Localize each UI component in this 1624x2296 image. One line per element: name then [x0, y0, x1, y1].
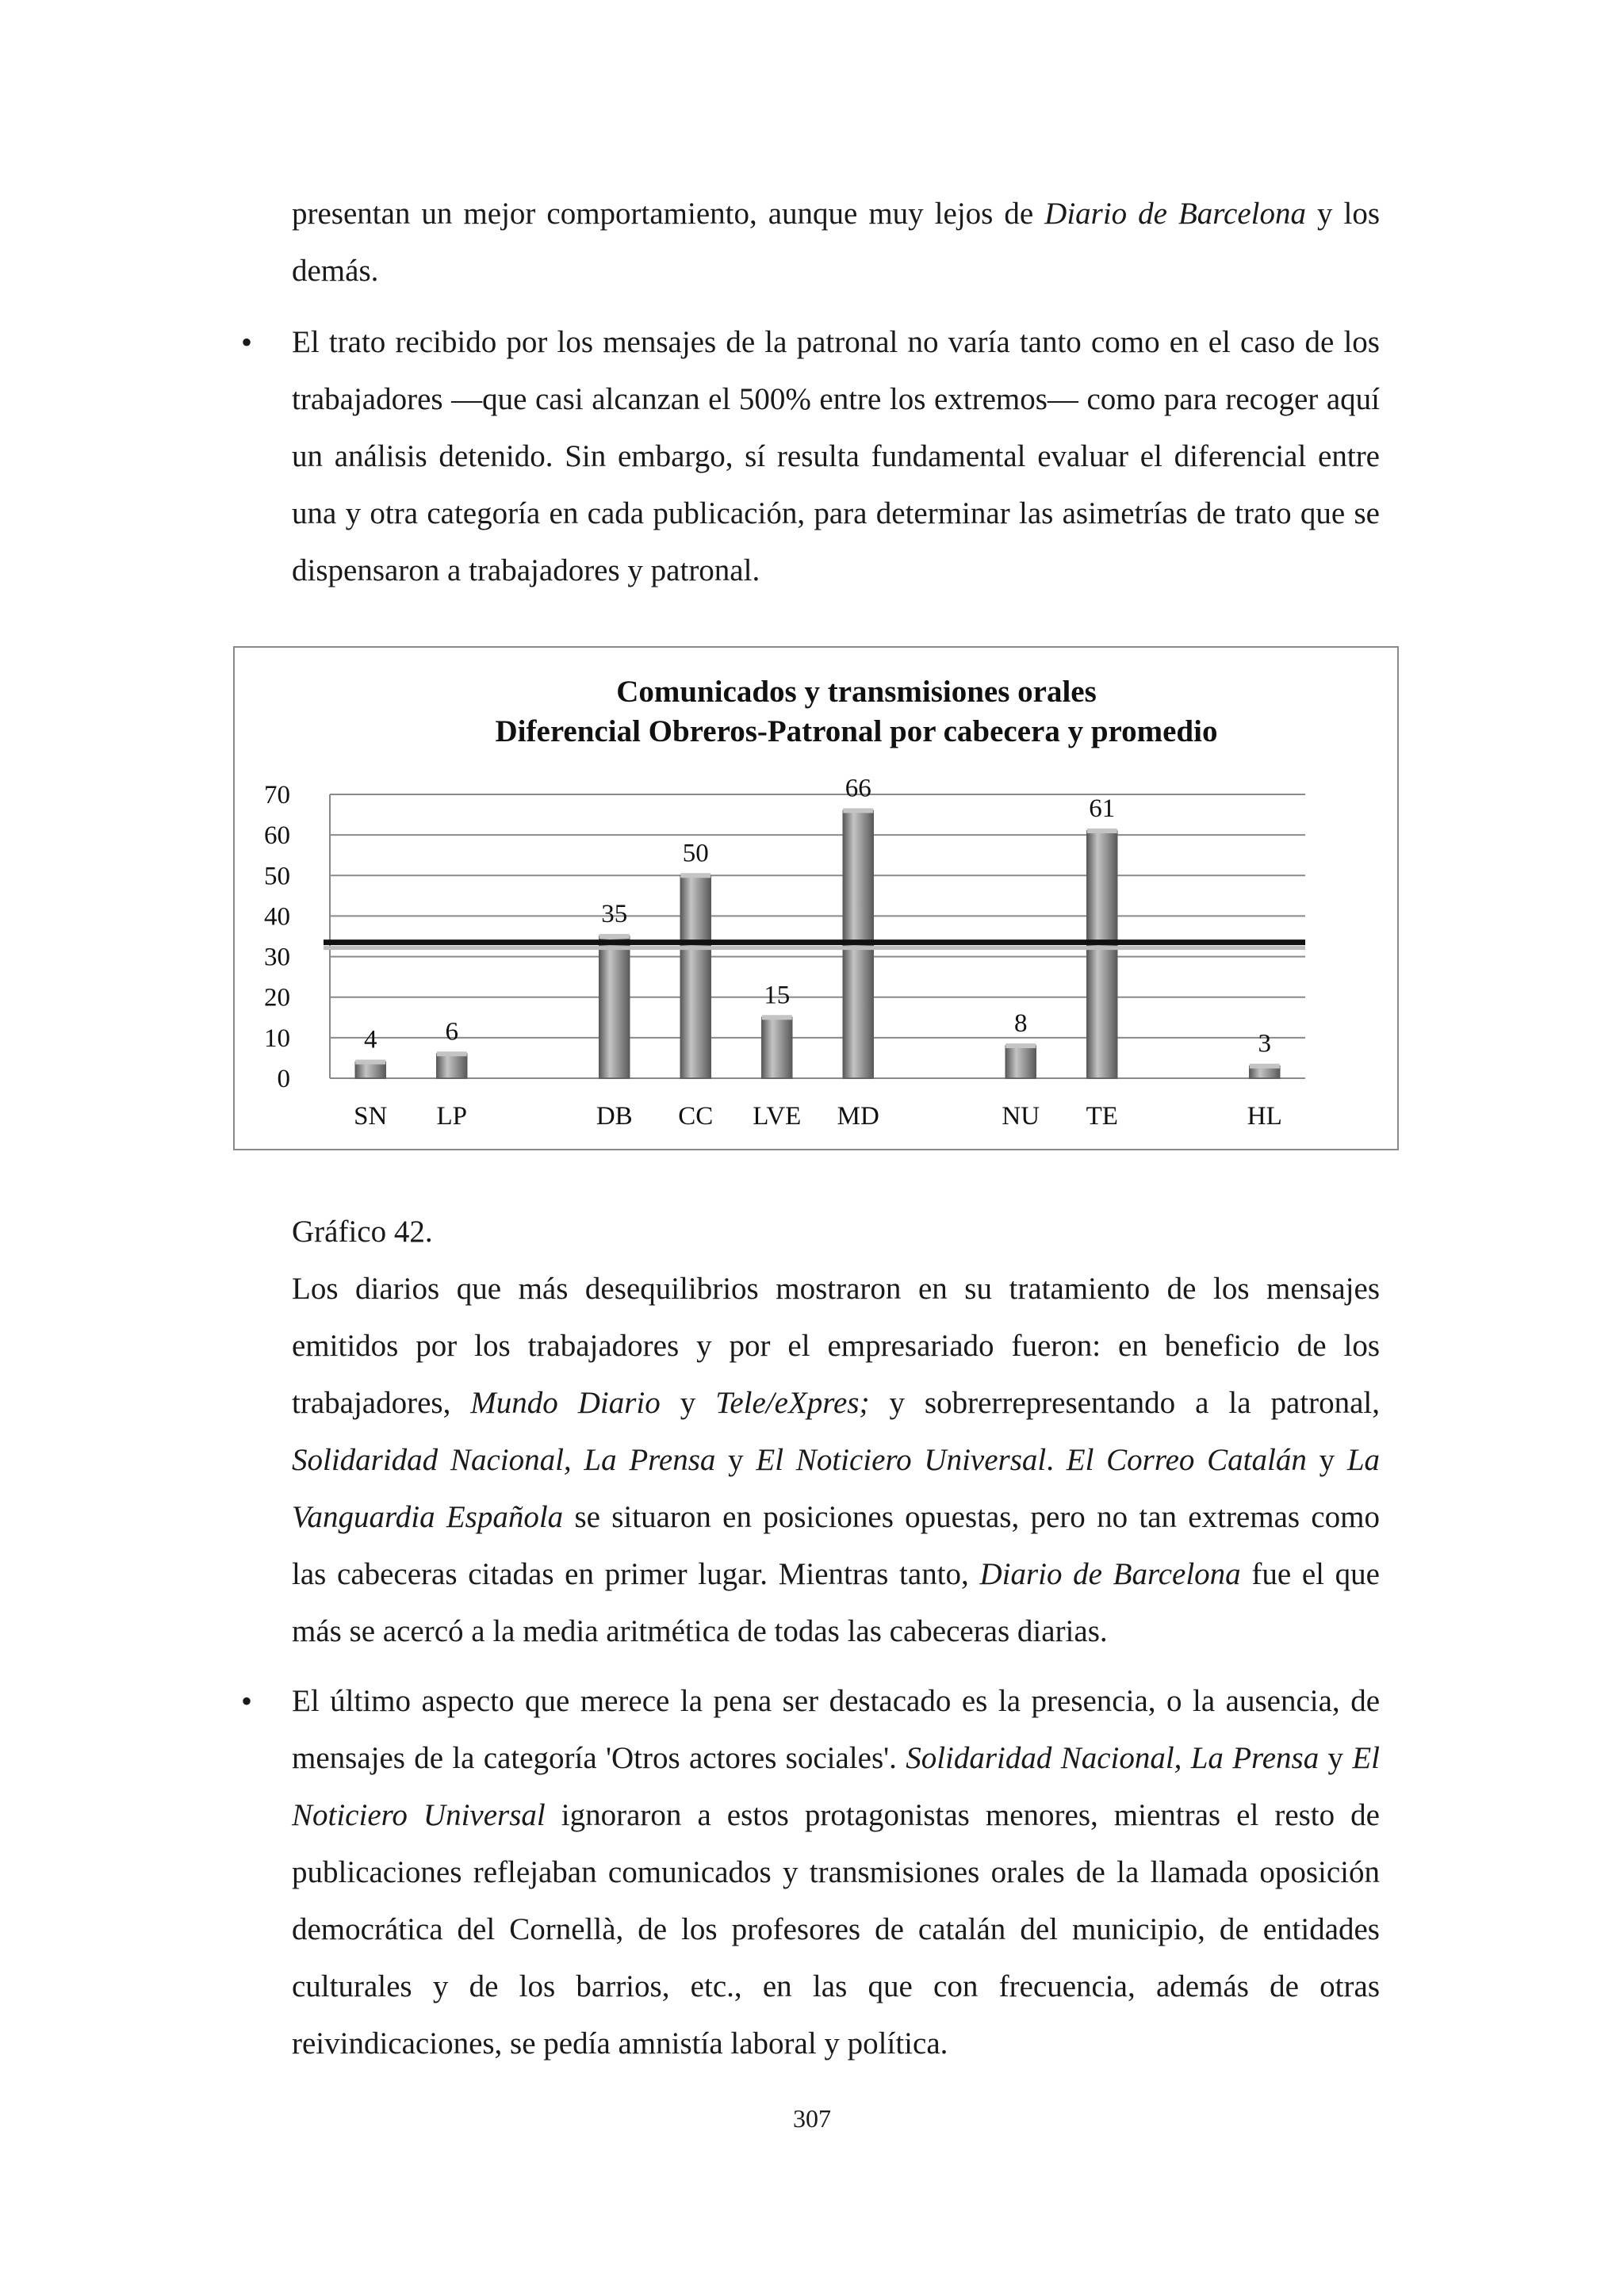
publication-name: La Vanguardia Española: [292, 1443, 1381, 1534]
y-tick-label: 20: [264, 983, 290, 1012]
bar-chart: [233, 646, 1399, 1150]
paragraph-continuation: [292, 186, 1380, 300]
bar-cap-cc: [680, 873, 710, 878]
bar-nu: [1005, 1046, 1036, 1078]
data-label: 3: [1258, 1029, 1271, 1058]
bar-cap-sn: [355, 1060, 385, 1065]
bar-cap-db: [599, 934, 630, 939]
publication-name: Diario de Barcelona: [979, 1557, 1241, 1591]
bar-cap-nu: [1005, 1043, 1036, 1048]
text-run: y los demás.: [292, 197, 1380, 288]
x-tick-label: MD: [837, 1102, 879, 1131]
bar-cc: [680, 875, 710, 1078]
text-run: y: [715, 1443, 756, 1477]
x-tick-label: HL: [1247, 1102, 1282, 1131]
text-run: ignoraron a estos protagonistas menores, mientras el resto de publicaciones reflejaban comunicados y transmisiones orales de la llamada oposición democrática del Cornellà, de los profesores de catalán del municipio, de entidades culturales y de los barrios, etc., en las que con frecuencia, además de otras reivindicaciones, se pedía amnistía laboral y política.: [292, 1798, 1380, 2061]
bar-db: [599, 936, 630, 1078]
text-run: El último aspecto que merece la pena ser destacado es la presencia, o la ausencia, de mensajes de la categoría 'Otros actores sociales'.: [292, 1684, 1380, 1775]
data-label: 8: [1014, 1009, 1028, 1039]
x-tick-label: NU: [1002, 1102, 1040, 1131]
page-number: 307: [793, 2104, 831, 2133]
figure-caption: Gráfico 42.: [292, 1215, 433, 1249]
data-label: 50: [682, 839, 709, 868]
data-label: 35: [601, 900, 628, 928]
publication-name: El Noticiero Universal: [756, 1443, 1047, 1477]
bullet-marker: •: [241, 324, 253, 360]
x-axis-ticks: [354, 1102, 1282, 1131]
y-axis-ticks: [264, 781, 290, 1093]
text-run: fue el que más se acercó a la media aritmética de todas las cabeceras diarias.: [292, 1557, 1380, 1648]
y-tick-label: 70: [264, 781, 290, 809]
data-label: 61: [1089, 794, 1116, 824]
publication-name: Solidaridad Nacional, La Prensa: [906, 1741, 1320, 1775]
bullet-paragraph-otros-actores: [292, 1673, 1380, 2072]
grid-lines: [330, 794, 1305, 1078]
bar-lp: [437, 1054, 467, 1078]
publication-name: El Correo Catalán: [1066, 1443, 1307, 1477]
bullet-paragraph-patronal: El trato recibido por los mensajes de la patronal no varía tanto como en el caso de los trabajadores —que casi alcanzan el 500% entre los extremos— como para recoger aquí un análisis detenido. Sin embargo, sí resulta fundamental evaluar el diferencial entre una y otra categoría en cada publicación, para determinar las asimetrías de trato que se dispensaron a trabajadores y patronal.: [292, 325, 1380, 587]
data-label: 4: [364, 1025, 377, 1054]
publication-name: Mundo Diario: [470, 1386, 661, 1420]
bar-cap-md: [843, 808, 873, 813]
text-run: y: [660, 1386, 716, 1420]
publication-name: Solidaridad Nacional, La Prensa: [292, 1443, 716, 1477]
publication-name: Tele/eXpres;: [715, 1386, 870, 1420]
bar-lve: [762, 1017, 792, 1078]
x-tick-label: TE: [1086, 1102, 1118, 1131]
chart-canvas: [235, 648, 1397, 1149]
y-tick-label: 60: [264, 821, 290, 851]
y-tick-label: 30: [264, 943, 290, 972]
bar-cap-lp: [437, 1051, 467, 1056]
text-run: y: [1306, 1443, 1347, 1477]
x-tick-label: LP: [436, 1102, 468, 1131]
text-run: y: [1319, 1741, 1353, 1775]
text-run: presentan un mejor comportamiento, aunque muy lejos de: [292, 197, 1045, 231]
y-tick-label: 50: [264, 862, 290, 891]
bar-te: [1087, 831, 1117, 1078]
text-run: .: [1046, 1443, 1067, 1477]
chart-subtitle: Diferencial Obreros-Patronal por cabecera y promedio: [495, 714, 1218, 748]
text-run: y sobrerrepresentando a la patronal,: [869, 1386, 1381, 1420]
bullet-marker: •: [241, 1683, 253, 1719]
bar-cap-te: [1087, 828, 1117, 833]
x-tick-label: LVE: [753, 1102, 802, 1131]
x-tick-label: SN: [354, 1102, 388, 1131]
analysis-paragraph: [292, 1261, 1380, 1660]
bar-cap-lve: [762, 1015, 792, 1020]
data-label: 15: [764, 981, 791, 1010]
bar-cap-hl: [1250, 1064, 1280, 1069]
data-label: 66: [845, 774, 871, 803]
average-line: [324, 943, 1305, 948]
x-tick-label: DB: [596, 1102, 633, 1131]
y-tick-label: 10: [264, 1024, 290, 1053]
y-tick-label: 40: [264, 902, 290, 932]
publication-name: El Noticiero Universal: [292, 1741, 1380, 1832]
publication-name: Diario de Barcelona: [1044, 197, 1306, 231]
data-label: 6: [445, 1017, 458, 1047]
x-tick-label: CC: [678, 1102, 714, 1131]
text-run: se situaron en posiciones opuestas, pero no tan extremas como las cabeceras citadas en primer lugar. Mientras tanto,: [292, 1500, 1380, 1591]
chart-title: Comunicados y transmisiones orales: [616, 675, 1097, 709]
bar-sn: [355, 1062, 385, 1078]
y-tick-label: 0: [277, 1065, 290, 1093]
text-run: Los diarios que más desequilibrios mostraron en su tratamiento de los mensajes emitidos por los trabajadores y por el empresariado fueron: en beneficio de los trabajadores,: [292, 1272, 1380, 1420]
